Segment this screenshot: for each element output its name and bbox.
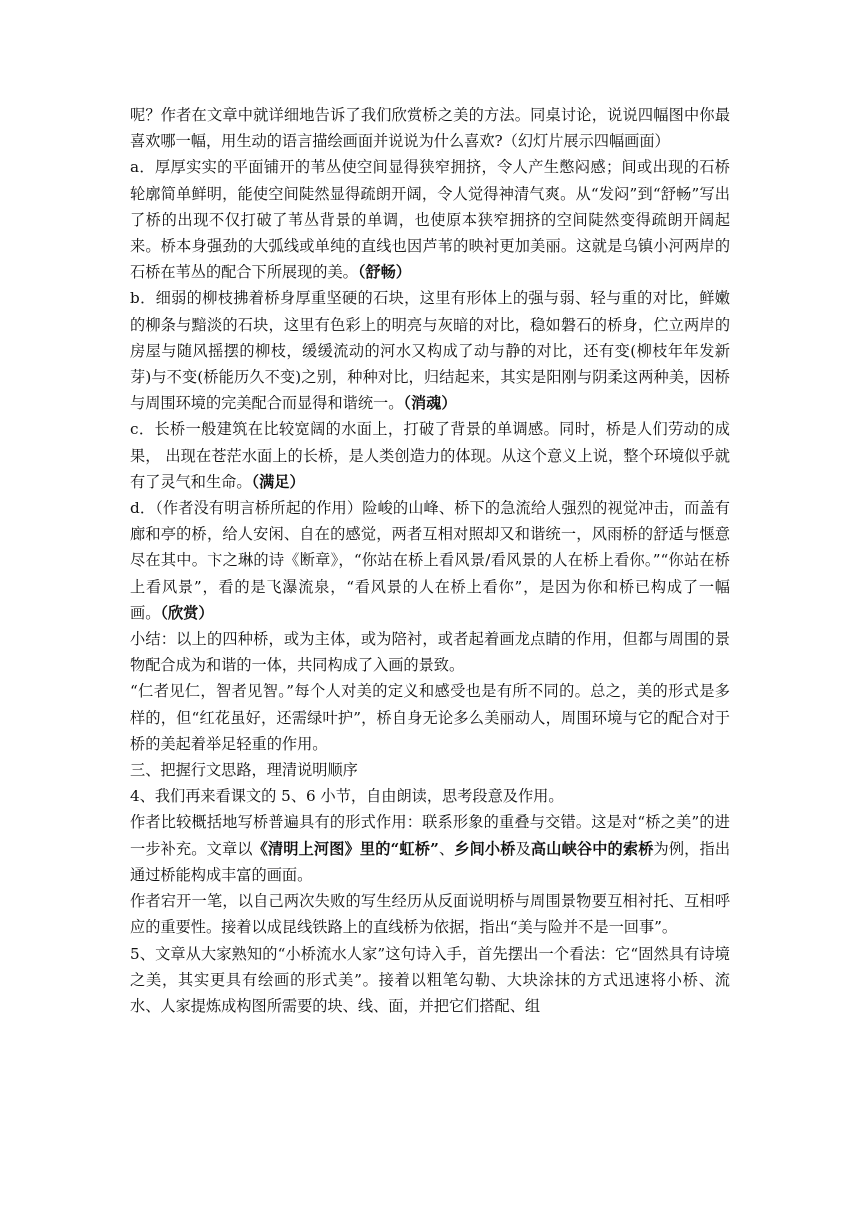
question-4: 4、我们再来看课文的 5、6 小节，自由朗读，思考段意及作用。 [130,787,564,806]
intro-paragraph: 呢？作者在文章中就详细地告诉了我们欣赏桥之美的方法。同桌讨论，说说四幅图中你最喜欢哪一幅，用生动的语言描绘画面并说说为什么喜欢?（幻灯片展示四幅画面） [130,106,730,151]
item-c-tag: （满足） [251,472,305,491]
item-a-paragraph [130,154,730,285]
example-cable-bridge: 高山峡谷中的索桥 [530,839,654,858]
item-b-tag: （消魂） [403,394,457,413]
item-b-text: b．细弱的柳枝拂着桥身厚重坚硬的石块，这里有形体上的强与弱、轻与重的对比，鲜嫩的柳条与黯淡的石块，这里有色彩上的明亮与灰暗的对比，稳如磐石的桥身，伫立两岸的房屋与随风摇摆的柳枝，缓缓流动的河水又构成了动与静的对比，还有变(柳枝年年发新芽)与不变(桥能历久不变)之别，种种对比，归结起来，其实是阳刚与阴柔这两种美，因桥与周围环境的完美配合而显得和谐统一。 [130,289,730,413]
item-c-paragraph [130,416,730,495]
general-sep-2: 及 [515,839,531,858]
general-text-1: 作者比较概括地写桥普遍具有的形式作用：联系形象的重叠与交错。这是对“桥之美”的进一步补充。文章以 [130,813,730,858]
general-function-paragraph [130,809,730,888]
item-c-text: c．长桥一般建筑在比较宽阔的水面上，打破了背景的单调感。同时，桥是人们劳动的成果， 出现在苍茫水面上的长桥，是人类创造力的体现。从这个意义上说，整个环境似乎就有了灵气和生命。 [130,420,730,491]
item-a-text: a．厚厚实实的平面铺开的苇丛使空间显得狭窄拥挤，令人产生憋闷感；间或出现的石桥轮廓简单鲜明，能使空间陡然显得疏朗开阔，令人觉得神清气爽。从“发闷”到“舒畅”写出了桥的出现不仅打破了苇丛背景的单调，也使原本狭窄拥挤的空间陡然变得疏朗开阔起来。桥本身强劲的大弧线或单纯的直线也因芦苇的映衬更加美丽。这就是乌镇小河两岸的石桥在苇丛的配合下所展现的美。 [130,158,730,282]
section-3-heading: 三、把握行文思路，理清说明顺序 [130,761,358,780]
item-d-text: d．（作者没有明言桥所起的作用）险峻的山峰、桥下的急流给人强烈的视觉冲击，而盖有廊和亭的桥，给人安闲、自在的感觉，两者互相对照却又和谐统一，风雨桥的舒适与惬意尽在其中。卞之琳的诗《断章》，“你站在桥上看风景/看风景的人在桥上看你。”“你站在桥上看风景”，看的是飞瀑流泉，“看风景的人在桥上看你”，是因为你和桥已构成了一幅画。 [130,499,730,622]
item-a-tag: （舒畅） [357,263,411,282]
failure-sketch-paragraph: 作者宕开一笔，以自己两次失败的写生经历从反面说明桥与周围景物要互相衬托、互相呼应的重要性。接着以成昆线铁路上的直线桥为依据，指出“美与险并不是一回事”。 [130,892,730,937]
item-b-paragraph [130,285,730,416]
question-5: 5、文章从大家熟知的“小桥流水人家”这句诗入手，首先摆出一个看法：它“固然具有诗境之美，其实更具有绘画的形式美”。接着以粗笔勾勒、大块涂抹的方式迅速将小桥、流水、人家提炼成构图所需要的块、线、面，并把它们搭配、组 [130,944,730,1015]
general-text-2: 为例，指出通过桥能构成丰富的画面。 [130,839,731,884]
proverb-paragraph: “仁者见仁，智者见智。”每个人对美的定义和感受也是有所不同的。总之，美的形式是多样的，但“红花虽好，还需绿叶护”，桥自身无论多么美丽动人，周围环境与它的配合对于桥的美起着举足轻重的作用。 [130,682,730,753]
document-body [130,102,730,1019]
summary-paragraph: 小结：以上的四种桥，或为主体，或为陪衬，或者起着画龙点睛的作用，但都与周围的景物配合成为和谐的一体，共同构成了入画的景致。 [130,630,730,675]
general-sep-1: 、 [438,839,455,858]
item-d-tag: （欣赏） [160,603,214,622]
example-hongqiao: 《清明上河图》里的“虹桥” [252,839,439,858]
item-d-paragraph [130,495,730,626]
example-village-bridge: 乡间小桥 [454,839,516,858]
